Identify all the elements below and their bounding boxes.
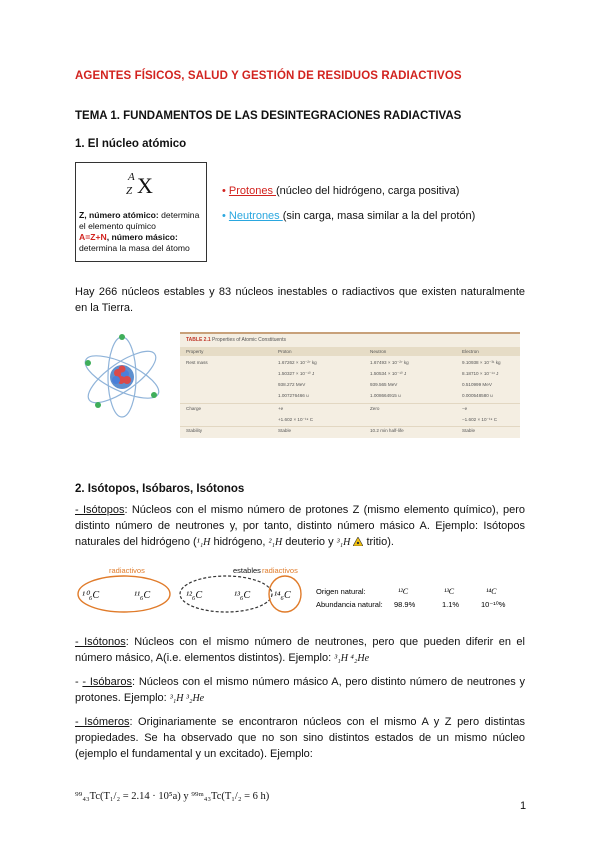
table-cell: 1.50327 × 10⁻¹⁰ J xyxy=(278,371,315,376)
mass-formula: A=Z+N xyxy=(79,232,107,242)
table-cell: +e xyxy=(278,406,284,411)
element-symbol: X xyxy=(137,173,153,198)
formula-tc99m: ⁹⁹ᵐ₄₃Tc(T₁/₂ = 6 h) xyxy=(191,791,270,802)
table-divider xyxy=(180,426,520,427)
neutrons-desc: (sin carga, masa similar a la del protón) xyxy=(282,210,476,222)
table-cell: 938.272 MeV xyxy=(278,382,306,387)
table-cell: −1.602 × 10⁻¹⁹ C xyxy=(462,417,498,422)
section-heading-nucleus: 1. El núcleo atómico xyxy=(75,138,187,150)
natural-nuclide: ¹⁴C xyxy=(486,587,497,596)
table-header-cell: Proton xyxy=(278,349,292,354)
natural-nuclide: ¹²C xyxy=(398,587,409,596)
nuclide-c10: ¹⁰₆C xyxy=(82,590,100,601)
topic-title: TEMA 1. FUNDAMENTOS DE LAS DESINTEGRACIONES RADIACTIVAS xyxy=(75,110,462,122)
isobars-text: : Núcleos con el mismo número másico A, pero distinto número de neutrones y protones. Ejemplo: xyxy=(75,676,525,704)
mass-number-desc: determina la masa del átomo xyxy=(79,243,190,253)
table-cell: Stable xyxy=(462,428,476,433)
mass-number-symbol: A xyxy=(128,171,135,183)
deuterium-label: deuterio y xyxy=(282,536,337,548)
technetium-formula xyxy=(75,791,269,802)
natural-nuclide: ¹³C xyxy=(444,587,455,596)
table-cell: 1.50534 × 10⁻¹⁰ J xyxy=(370,371,407,376)
table-cell: 1.008664915 u xyxy=(370,393,401,398)
table-cell: Rest mass xyxy=(186,360,208,365)
atomic-number-desc: determina el elemento químico xyxy=(79,210,200,231)
isotones-term: - Isótonos xyxy=(75,636,126,648)
atomic-number-symbol: Z xyxy=(126,185,133,197)
nuclide-c14: ¹⁴₆C xyxy=(274,590,291,601)
table-cell: 1.67262 × 10⁻²⁷ kg xyxy=(278,360,317,365)
section-heading-isotopes: 2. Isótopos, Isóbaros, Isótonos xyxy=(75,483,245,495)
isotones-paragraph xyxy=(75,634,525,667)
radiation-warning-icon xyxy=(353,537,363,546)
abundance-value: 10⁻¹⁰% xyxy=(481,600,506,609)
protons-link[interactable]: Protones xyxy=(228,185,277,197)
protons-desc: (núcleo del hidrógeno, carga positiva) xyxy=(276,185,460,197)
label-estables: estables xyxy=(233,566,261,575)
table-header-cell: Property xyxy=(186,349,204,354)
table-header-cell: Electron xyxy=(462,349,479,354)
table-caption-label: TABLE 2.1 xyxy=(186,337,211,343)
table-divider xyxy=(180,403,520,404)
carbon-isotopes-diagram xyxy=(76,566,526,622)
isotones-example: ³₁H ⁴₂He xyxy=(334,653,370,664)
table-cell: −e xyxy=(462,406,468,411)
isobars-paragraph xyxy=(75,674,525,707)
table-header-cell: Neutron xyxy=(370,349,387,354)
atomic-constituents-table xyxy=(180,332,520,438)
isotopes-paragraph xyxy=(75,502,525,551)
table-cell: +1.602 × 10⁻¹⁹ C xyxy=(278,417,314,422)
document-title: AGENTES FÍSICOS, SALUD Y GESTIÓN DE RESIDUOS RADIACTIVOS xyxy=(75,70,462,82)
abundance-value: 98.9% xyxy=(394,600,416,609)
table-cell: Charge xyxy=(186,406,202,411)
mass-number-label: , número másico: xyxy=(106,232,178,242)
table-cell: Zero xyxy=(370,406,380,411)
table-cell: 10.2 min half-life xyxy=(370,428,404,433)
hydrogen-3-symbol: ³₁H xyxy=(336,537,351,548)
page-number: 1 xyxy=(520,800,527,812)
table-cell: 939.565 MeV xyxy=(370,382,398,387)
label-radiactivos-left: radiactivos xyxy=(109,566,145,575)
atomic-number-label: Z, número atómico: xyxy=(79,210,159,220)
table-caption xyxy=(186,337,286,343)
isotopes-term: - Isótopos xyxy=(75,504,125,516)
nuclide-c12: ¹²₆C xyxy=(186,590,203,601)
hydrogen-2-symbol: ²₁H xyxy=(268,537,283,548)
table-cell: Stability xyxy=(186,428,203,433)
isotopes-text: : Núcleos con el mismo número de protones Z (mismo elemento químico), pero distinto número de neutrones y, por tanto, distinto número másico A. Ejemplo: Isótopos naturales del hidrógeno ( xyxy=(75,504,525,548)
isomers-term: - Isómeros xyxy=(75,716,130,728)
atom-illustration xyxy=(78,333,166,421)
nuclide-c13: ¹³₆C xyxy=(234,590,251,601)
formula-conjunction: y xyxy=(180,791,192,802)
formula-tc99: ⁹⁹₄₃Tc(T₁/₂ = 2.14 · 10⁵a) xyxy=(75,791,181,802)
isobars-prefix: - xyxy=(75,676,83,688)
nucleus-description xyxy=(79,210,205,254)
abundance-label: Abundancia natural: xyxy=(316,600,383,609)
bullet-marker: • xyxy=(222,185,226,197)
bullet-protons xyxy=(222,185,459,197)
label-radiactivos-right: radiactivos xyxy=(262,566,298,575)
table-caption-text: Properties of Atomic Constituents xyxy=(212,337,286,343)
nuclide-c11: ¹¹₆C xyxy=(134,590,151,601)
table-cell: 0.000548580 u xyxy=(462,393,493,398)
hydrogen-label: hidrógeno, xyxy=(210,536,269,548)
neutrons-link[interactable]: Neutrones xyxy=(228,210,283,222)
table-cell: 0.510999 MeV xyxy=(462,382,492,387)
isotones-text: : Núcleos con el mismo número de neutrones, pero que pueden diferir en el número másico, A(i.e. elementos distintos). Ejemplo: xyxy=(75,636,525,664)
bullet-marker: • xyxy=(222,210,226,222)
bullet-neutrons xyxy=(222,210,475,222)
table-cell: 8.18710 × 10⁻¹⁴ J xyxy=(462,371,499,376)
table-cell: 1.007276466 u xyxy=(278,393,309,398)
isomers-paragraph xyxy=(75,714,525,762)
table-cell: 9.10938 × 10⁻³¹ kg xyxy=(462,360,501,365)
tritium-label: tritio). xyxy=(363,536,394,548)
isobars-example: ³₁H ³₂He xyxy=(169,693,205,704)
intro-paragraph: Hay 266 núcleos estables y 83 núcleos inestables o radiactivos que existen naturalmente en la Tierra. xyxy=(75,286,525,314)
isobars-term: - Isóbaros xyxy=(82,676,133,688)
table-cell: Stable xyxy=(278,428,292,433)
nucleus-notation-box xyxy=(75,162,207,262)
table-cell: 1.67493 × 10⁻²⁷ kg xyxy=(370,360,409,365)
hydrogen-1-symbol: ¹₁H xyxy=(196,537,211,548)
origin-label: Origen natural: xyxy=(316,587,366,596)
isomers-text: : Originariamente se encontraron núcleos con el mismo A y Z pero distintas propiedades. Se ha observado que no son sino distintos estados de un mismo núcleo (ejemplo el fundamental y un excitado). Ejemplo: xyxy=(75,716,525,760)
abundance-value: 1.1% xyxy=(442,600,460,609)
